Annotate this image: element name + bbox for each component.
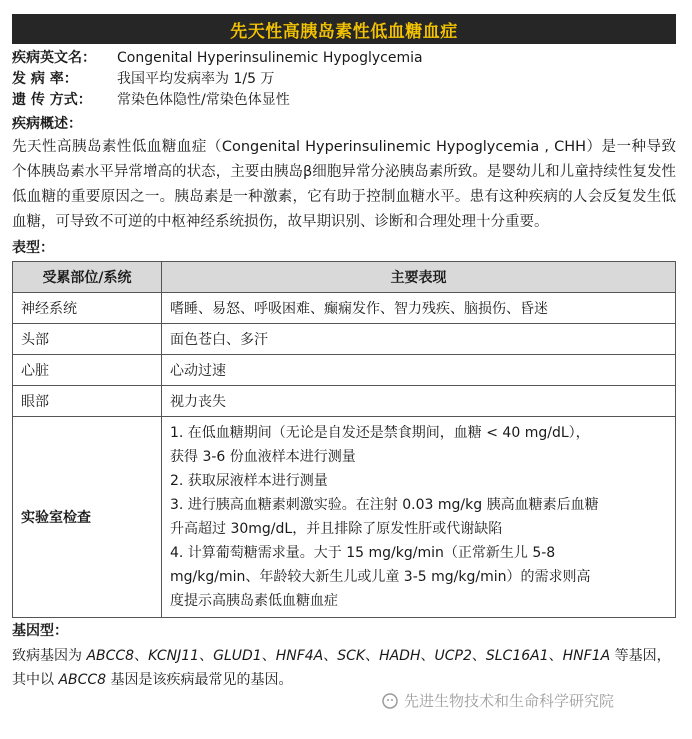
gene-name: HNF1A [562, 648, 611, 664]
signs-cell: 嗜睡、易怒、呼吸困难、癫痫发作、智力残疾、脑损伤、昏迷 [162, 293, 676, 324]
col-signs-header: 主要表现 [162, 262, 676, 293]
lab-line: 3. 进行胰高血糖素刺激实验。在注射 0.03 mg/kg 胰高血糖素后血糖 [170, 497, 599, 513]
gene-name: HNF4A [275, 648, 324, 664]
inheritance-value: 常染色体隐性/常染色体显性 [117, 92, 290, 108]
overview-heading: 疾病概述： [12, 116, 82, 132]
lab-line: 升高超过 30mg/dL，并且排除了原发性肝或代谢缺陷 [170, 521, 503, 537]
gene-separator: 、 [420, 648, 435, 664]
watermark-text: 先进生物技术和生命科学研究院 [404, 692, 615, 710]
lab-label-cell: 实验室检查 [13, 417, 162, 618]
signs-cell: 视力丧失 [162, 386, 676, 417]
signs-cell: 心动过速 [162, 355, 676, 386]
inheritance-label: 遗 传 方式： [12, 92, 92, 108]
gene-name: ABCC8 [86, 648, 135, 664]
watermark [382, 690, 614, 711]
english-name-row [12, 48, 676, 69]
table-row [13, 386, 676, 417]
gene-name: SLC16A1 [485, 648, 549, 664]
gene-name: UCP2 [434, 648, 472, 664]
genotype-text [12, 644, 676, 692]
phenotype-table [12, 261, 676, 618]
table-row [13, 293, 676, 324]
gene-separator: 、 [323, 648, 338, 664]
gene-name: GLUD1 [213, 648, 262, 664]
col-system-header: 受累部位/系统 [13, 262, 162, 293]
gene-separator: 、 [261, 648, 276, 664]
incidence-row [12, 69, 676, 90]
system-cell: 心脏 [13, 355, 162, 386]
table-row [13, 355, 676, 386]
document-page [12, 14, 676, 692]
lab-line: mg/kg/min、年龄较大新生儿或儿童 3-5 mg/kg/min）的需求则高 [170, 569, 591, 585]
disease-title: 先天性高胰岛素性低血糖血症 [230, 21, 458, 42]
english-name-value: Congenital Hyperinsulinemic Hypoglycemia [117, 50, 423, 66]
lab-line: 1. 在低血糖期间（无论是自发还是禁食期间，血糖 < 40 mg/dL）， [170, 425, 590, 441]
system-cell: 眼部 [13, 386, 162, 417]
gene-separator: 、 [134, 648, 149, 664]
gene-separator: 、 [199, 648, 214, 664]
genotype-prefix: 致病基因为 [12, 648, 87, 664]
english-name-label: 疾病英文名： [12, 50, 96, 66]
lab-line: 获得 3-6 份血液样本进行测量 [170, 449, 356, 465]
gene-separator: 、 [365, 648, 380, 664]
lab-content-cell [162, 417, 676, 618]
gene-name: KCNJ11 [148, 648, 200, 664]
table-row [13, 324, 676, 355]
system-cell: 神经系统 [13, 293, 162, 324]
gene-name: HADH [379, 648, 421, 664]
signs-cell: 面色苍白、多汗 [162, 324, 676, 355]
gene-separator: 、 [548, 648, 563, 664]
incidence-value: 我国平均发病率为 1/5 万 [117, 71, 275, 87]
gene-name: SCK [337, 648, 366, 664]
system-cell: 头部 [13, 324, 162, 355]
genotype-heading: 基因型： [12, 623, 68, 639]
title-bar [12, 14, 676, 44]
inheritance-row [12, 90, 676, 111]
lab-line: 4. 计算葡萄糖需求量。大于 15 mg/kg/min（正常新生儿 5-8 [170, 545, 556, 561]
gene-name: ABCC8 [58, 672, 107, 688]
genotype-middle: 等基因，其中以 [12, 648, 671, 688]
lab-line: 度提示高胰岛素低血糖血症 [170, 593, 338, 609]
lab-row [13, 417, 676, 618]
genotype-suffix: 基因是该疾病最常见的基因。 [106, 672, 293, 688]
wechat-icon [382, 693, 398, 709]
overview-text: 先天性高胰岛素性低血糖血症（Congenital Hyperinsulinemic Hypoglycemia , CHH）是一种导致个体胰岛素水平异常增高的状态，主要由胰岛β细胞异常分泌胰岛素所致。是婴幼儿和儿童持续性复发性低血糖的重要原因之一。胰岛素是一种激素，它有助于控制血糖水平。患有这种疾病的人会反复发生低血糖，可导致不可逆的中枢神经系统损伤，故早期识别、诊断和合理处理十分重要。 [12, 139, 676, 230]
phenotype-heading: 表型： [12, 240, 54, 256]
table-header-row [13, 262, 676, 293]
incidence-label: 发 病 率： [12, 71, 78, 87]
gene-separator: 、 [471, 648, 486, 664]
lab-line: 2. 获取尿液样本进行测量 [170, 473, 328, 489]
